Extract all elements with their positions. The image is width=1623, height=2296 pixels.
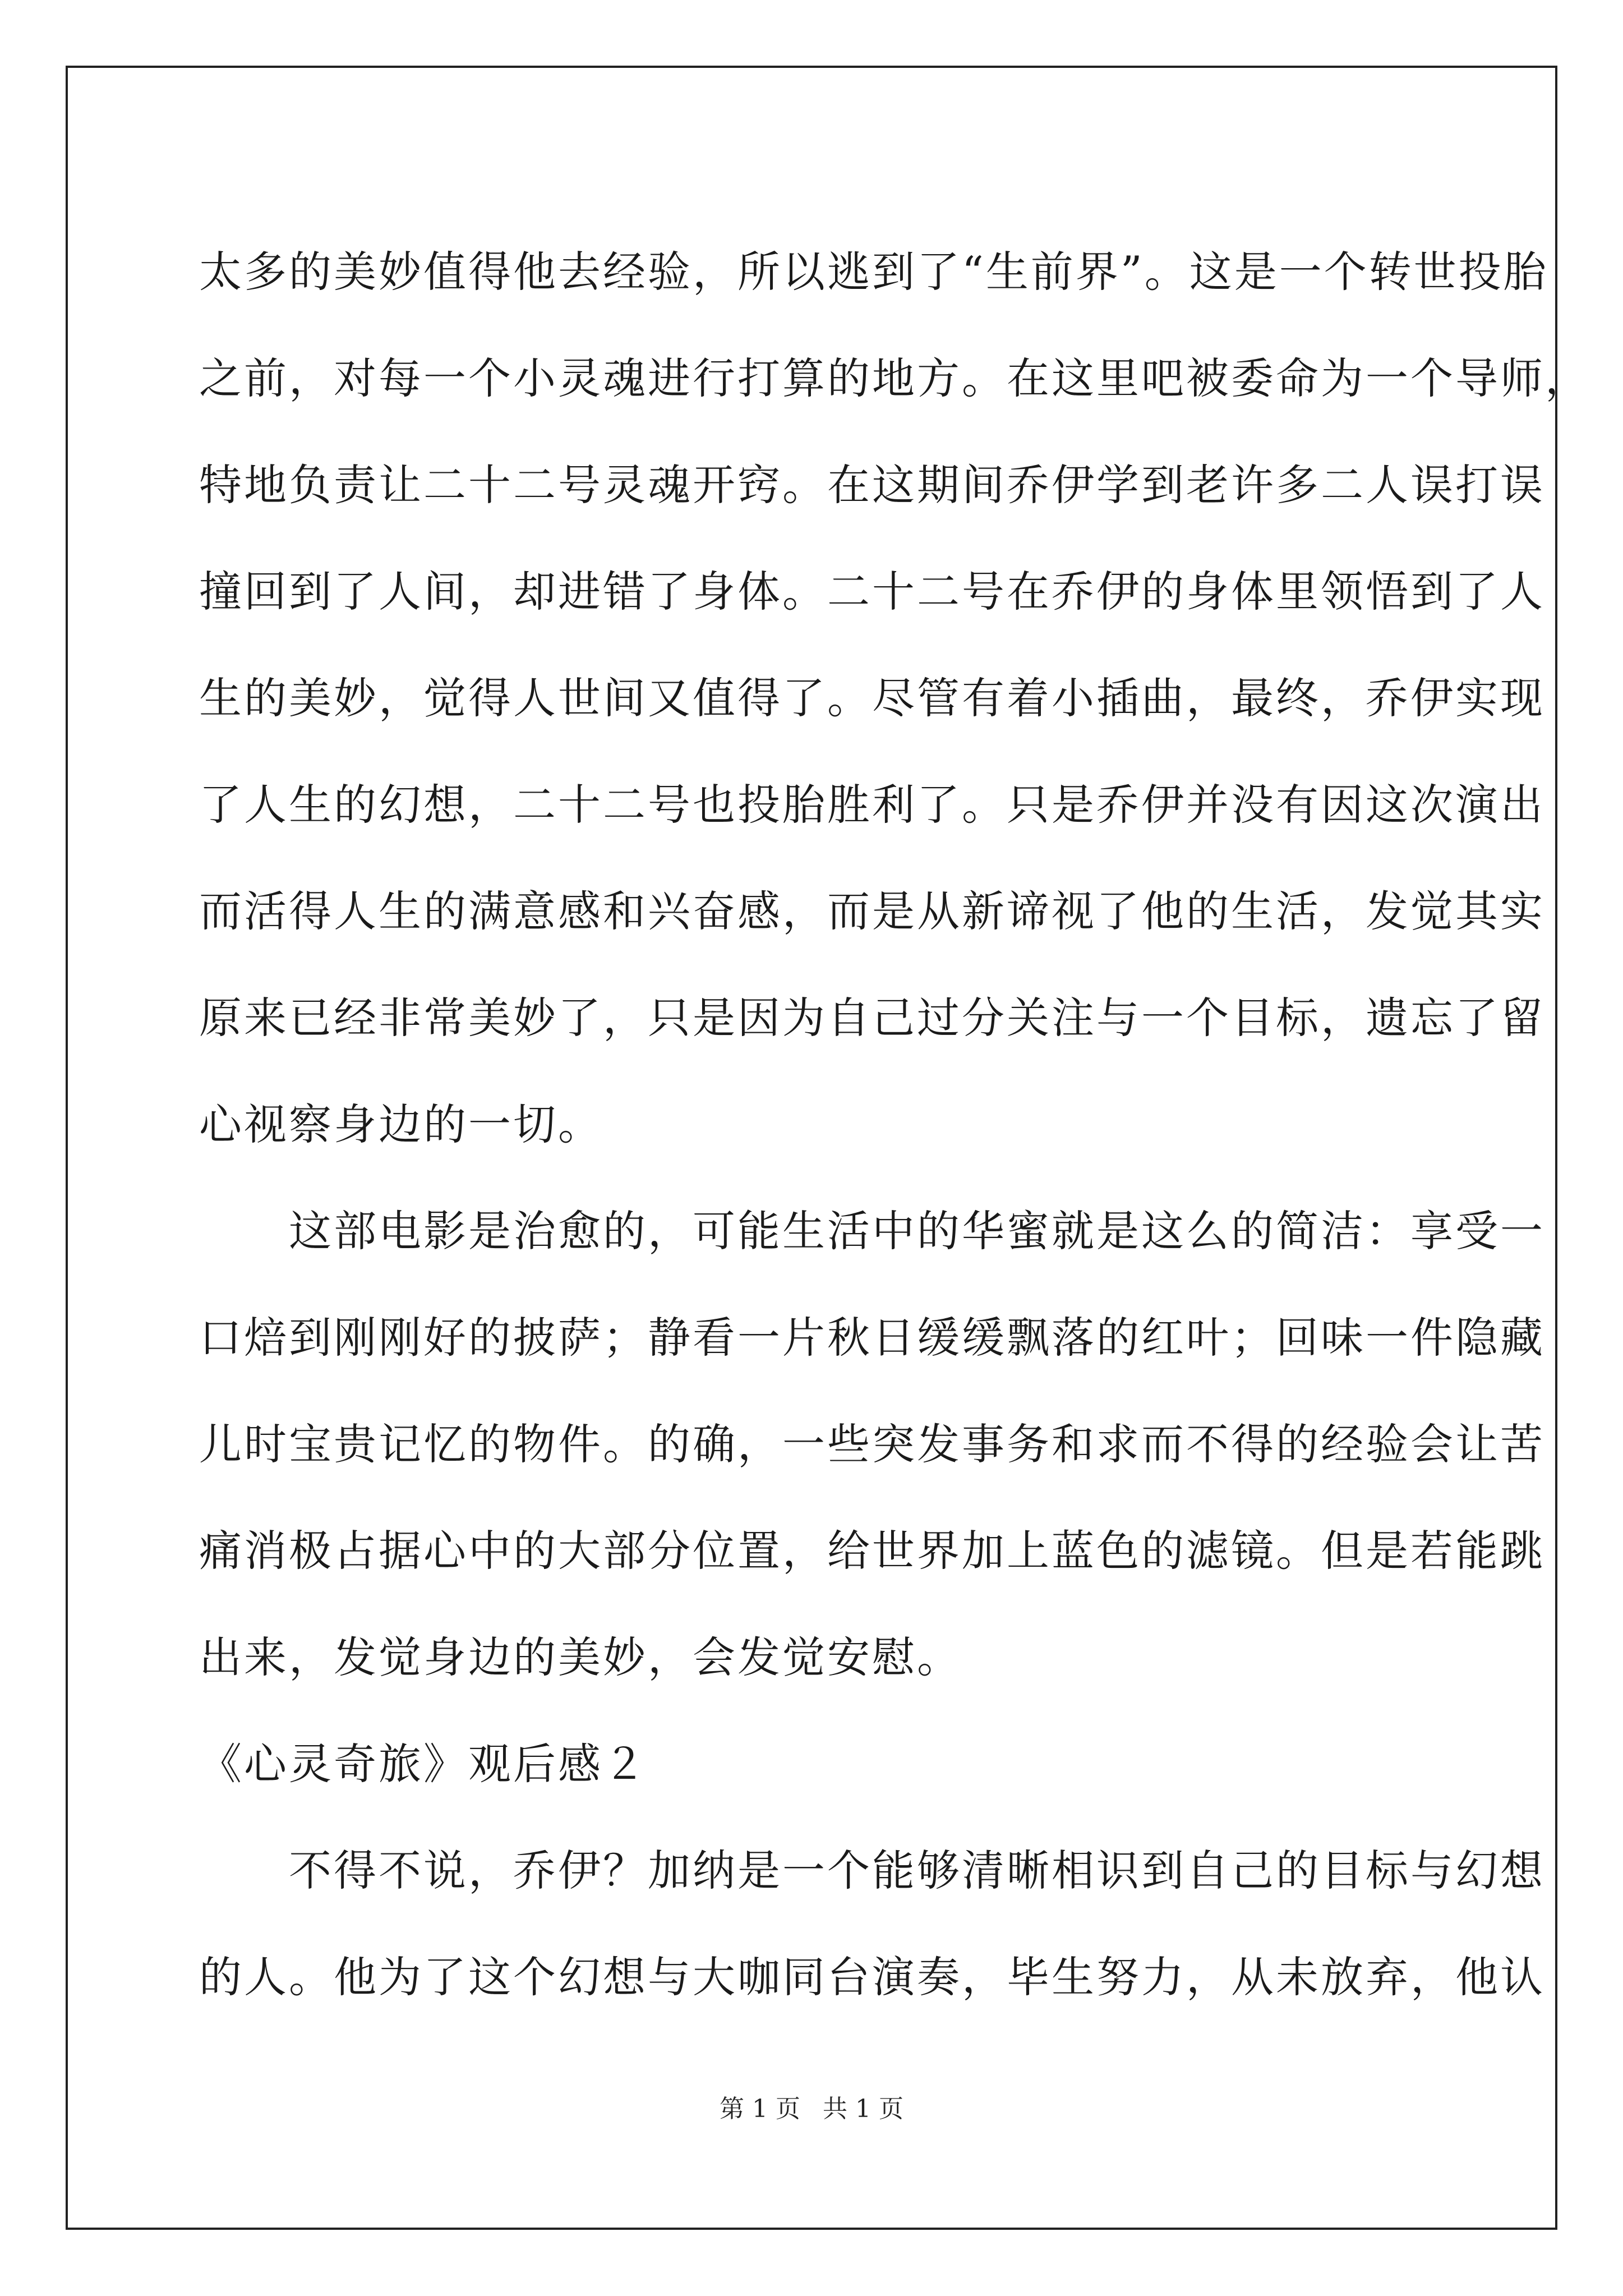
text-line: 撞回到了人间，却进错了身体。二十二号在乔伊的身体里领悟到了人 xyxy=(199,567,1545,616)
page-footer xyxy=(0,2092,1623,2126)
document-body xyxy=(199,219,1590,2031)
page-number: 第 1 页 xyxy=(720,2095,800,2123)
text-line: 口焙到刚刚好的披萨；静看一片秋日缓缓飘落的红叶；回味一件隐藏 xyxy=(199,1313,1545,1363)
text-line: 原来已经非常美妙了，只是因为自己过分关注与一个目标，遗忘了留 xyxy=(199,993,1545,1043)
text-line: 太多的美妙值得他去经验，所以逃到了“生前界”。这是一个转世投胎 xyxy=(199,247,1548,297)
text-line: 了人生的幻想，二十二号也投胎胜利了。只是乔伊并没有因这次演出 xyxy=(199,780,1545,830)
text-line: 不得不说，乔伊？加纳是一个能够清晰相识到自己的目标与幻想 xyxy=(199,1846,1545,1895)
text-line: 之前，对每一个小灵魂进行打算的地方。在这里吧被委命为一个导师， xyxy=(199,353,1590,403)
section-heading: 《心灵奇旅》观后感２ xyxy=(199,1739,648,1789)
text-line: 痛消极占据心中的大部分位置，给世界加上蓝色的滤镜。但是若能跳 xyxy=(199,1526,1545,1576)
text-line: 儿时宝贵记忆的物件。的确，一些突发事务和求而不得的经验会让苦 xyxy=(199,1419,1545,1469)
text-line: 出来，发觉身边的美妙，会发觉安慰。 xyxy=(199,1632,962,1682)
text-line: 而活得人生的满意感和兴奋感，而是从新谛视了他的生活，发觉其实 xyxy=(199,886,1545,936)
text-line: 的人。他为了这个幻想与大咖同台演奏，毕生努力，从未放弃，他认 xyxy=(199,1952,1545,2002)
text-line: 这部电影是治愈的，可能生活中的华蜜就是这么的简洁：享受一 xyxy=(199,1206,1545,1256)
text-line: 心视察身边的一切。 xyxy=(199,1099,603,1149)
page-total: 共 1 页 xyxy=(823,2095,903,2123)
text-line: 特地负责让二十二号灵魂开窍。在这期间乔伊学到老许多二人误打误 xyxy=(199,460,1545,510)
text-line: 生的美妙，觉得人世间又值得了。尽管有着小插曲，最终，乔伊实现 xyxy=(199,673,1545,723)
